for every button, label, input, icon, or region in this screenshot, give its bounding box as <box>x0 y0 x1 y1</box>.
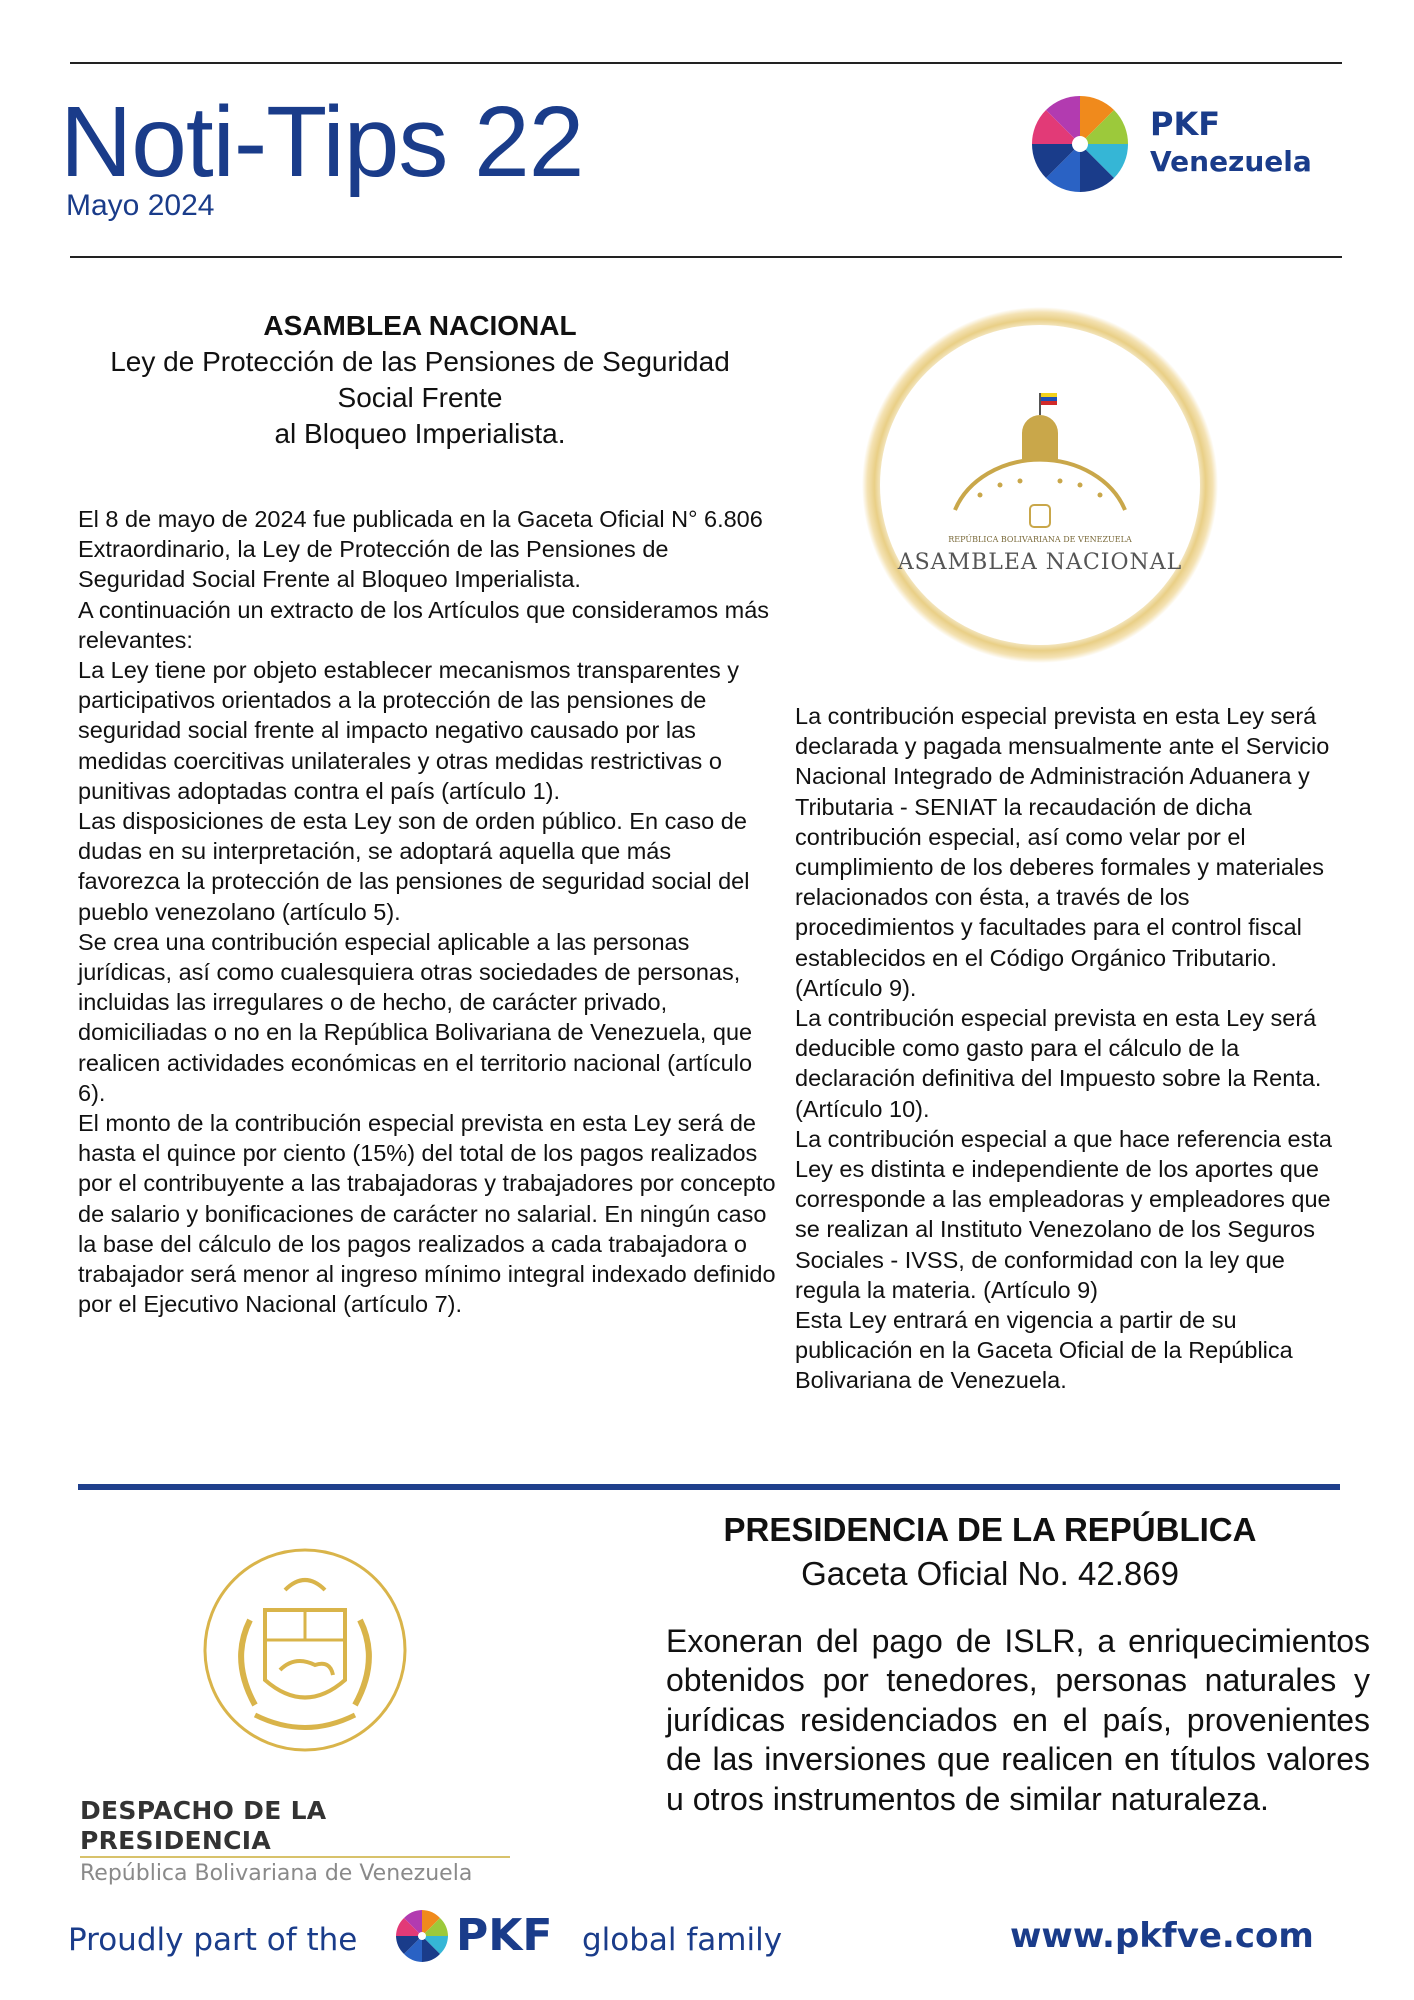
paragraph: La Ley tiene por objeto establecer mecanismos transparentes y participativos orientados a la protección de las pensiones de seguridad social frente al impacto negativo causado por las medidas coercitivas unilaterales y otras medidas restrictivas o punitivas adoptadas contra el país (artículo 1). <box>78 657 739 804</box>
paragraph: Las disposiciones de esta Ley son de orden público. En caso de dudas en su interpretación, se adoptará aquella que más favorezca la protección de las pensiones de seguridad social del pueblo venezolano (artículo 5). <box>78 808 750 925</box>
section-divider <box>78 1484 1340 1490</box>
despacho-presidencia-label <box>80 1796 510 1888</box>
footer-proudly-text: Proudly part of the <box>68 1922 358 1958</box>
footer-pkf-text: PKF <box>456 1910 553 1961</box>
paragraph: El 8 de mayo de 2024 fue publicada en la Gaceta Oficial N° 6.806 Extraordinario, la Ley de Protección de las Pensiones de Seguridad Social Frente al Bloqueo Imperialista. <box>78 506 763 593</box>
footer-pkf-logo-icon <box>394 1908 450 1964</box>
paragraph: El monto de la contribución especial prevista en esta Ley será de hasta el quince por ciento (15%) del total de los pagos realizados por el contribuyente a las trabajadoras y trabajadores por concepto de salario y bonificaciones de carácter no salarial. En ningún caso la base del cálculo de los pagos realizados a cada trabajadora o trabajador será menor al ingreso mínimo integral indexado definido por el Ejecutivo Nacional (artículo 7). <box>78 1110 776 1318</box>
paragraph: A continuación un extracto de los Artículos que consideramos más relevantes: <box>78 596 770 653</box>
section2-body: Exoneran del pago de ISLR, a enriquecimientos obtenidos por tenedores, personas naturales y jurídicas residenciados en el país, provenientes de las inversiones que realicen en títulos valores u otros instrumentos de similar naturaleza. <box>666 1623 1370 1817</box>
despacho-line2: República Bolivariana de Venezuela <box>80 1856 510 1888</box>
header-bottom-rule <box>70 256 1342 258</box>
emblem-small-text: REPÚBLICA BOLIVARIANA DE VENEZUELA <box>948 535 1132 544</box>
section1-subtitle-line: Social Frente <box>337 382 503 413</box>
emblem-text: ASAMBLEA NACIONAL <box>897 550 1183 575</box>
pkf-logo-icon <box>1030 94 1130 194</box>
paragraph: Esta Ley entrará en vigencia a partir de su publicación en la Gaceta Oficial de la República Bolivariana de Venezuela. <box>795 1307 1293 1394</box>
footer-family-text: global family <box>582 1922 783 1958</box>
issue-date: Mayo 2024 <box>66 189 215 222</box>
section1-subtitle-line: al Bloqueo Imperialista. <box>274 418 566 449</box>
section2-subtitle: Gaceta Oficial No. 42.869 <box>801 1555 1179 1592</box>
despacho-line1: DESPACHO DE LA PRESIDENCIA <box>80 1796 327 1855</box>
paragraph: Se crea una contribución especial aplicable a las personas jurídicas, así como cualesquiera otras sociedades de personas, incluidas las irregulares o de hecho, de carácter privado, domiciliadas o no en la República Bolivariana de Venezuela, que realicen actividades económicas en el territorio nacional (artículo 6). <box>78 928 753 1106</box>
section1-left-column <box>78 504 778 1319</box>
logo-venezuela-text: Venezuela <box>1150 145 1312 178</box>
paragraph: La contribución especial prevista en esta Ley será deducible como gasto para el cálculo de la declaración definitiva del Impuesto sobre la Renta. (Artículo 10). <box>795 1005 1322 1122</box>
newsletter-title: Noti-Tips 22 <box>60 86 584 198</box>
pkf-venezuela-logo-text <box>1150 106 1312 178</box>
logo-pkf-text: PKF <box>1150 105 1221 143</box>
top-rule <box>70 62 1342 64</box>
section2-heading: PRESIDENCIA DE LA REPÚBLICA <box>723 1511 1257 1548</box>
section1-right-column <box>795 701 1355 1396</box>
section1-heading: ASAMBLEA NACIONAL <box>263 310 577 341</box>
paragraph: La contribución especial a que hace referencia esta Ley es distinta e independiente de los aportes que corresponde a las empleadoras y empleadores que se realizan al Instituto Venezolano de los Seguros Sociales - IVSS, de conformidad con la ley que regula la materia. (Artículo 9) <box>795 1125 1332 1303</box>
section1-header <box>70 308 770 452</box>
section2-header <box>660 1508 1320 1596</box>
footer-website-link[interactable]: www.pkfve.com <box>1010 1916 1314 1956</box>
section1-subtitle-line: Ley de Protección de las Pensiones de Seguridad <box>110 346 730 377</box>
presidency-coat-of-arms-icon <box>195 1540 415 1780</box>
paragraph: La contribución especial prevista en esta Ley será declarada y pagada mensualmente ante el Servicio Nacional Integrado de Administración Aduanera y Tributaria - SENIAT la recaudación de dicha contribución especial, así como velar por el cumplimiento de los deberes formales y materiales relacionados con ésta, a través de los procedimientos y facultades para el control fiscal establecidos en el Código Orgánico Tributario. (Artículo 9). <box>795 703 1330 1001</box>
asamblea-nacional-emblem <box>860 305 1220 665</box>
